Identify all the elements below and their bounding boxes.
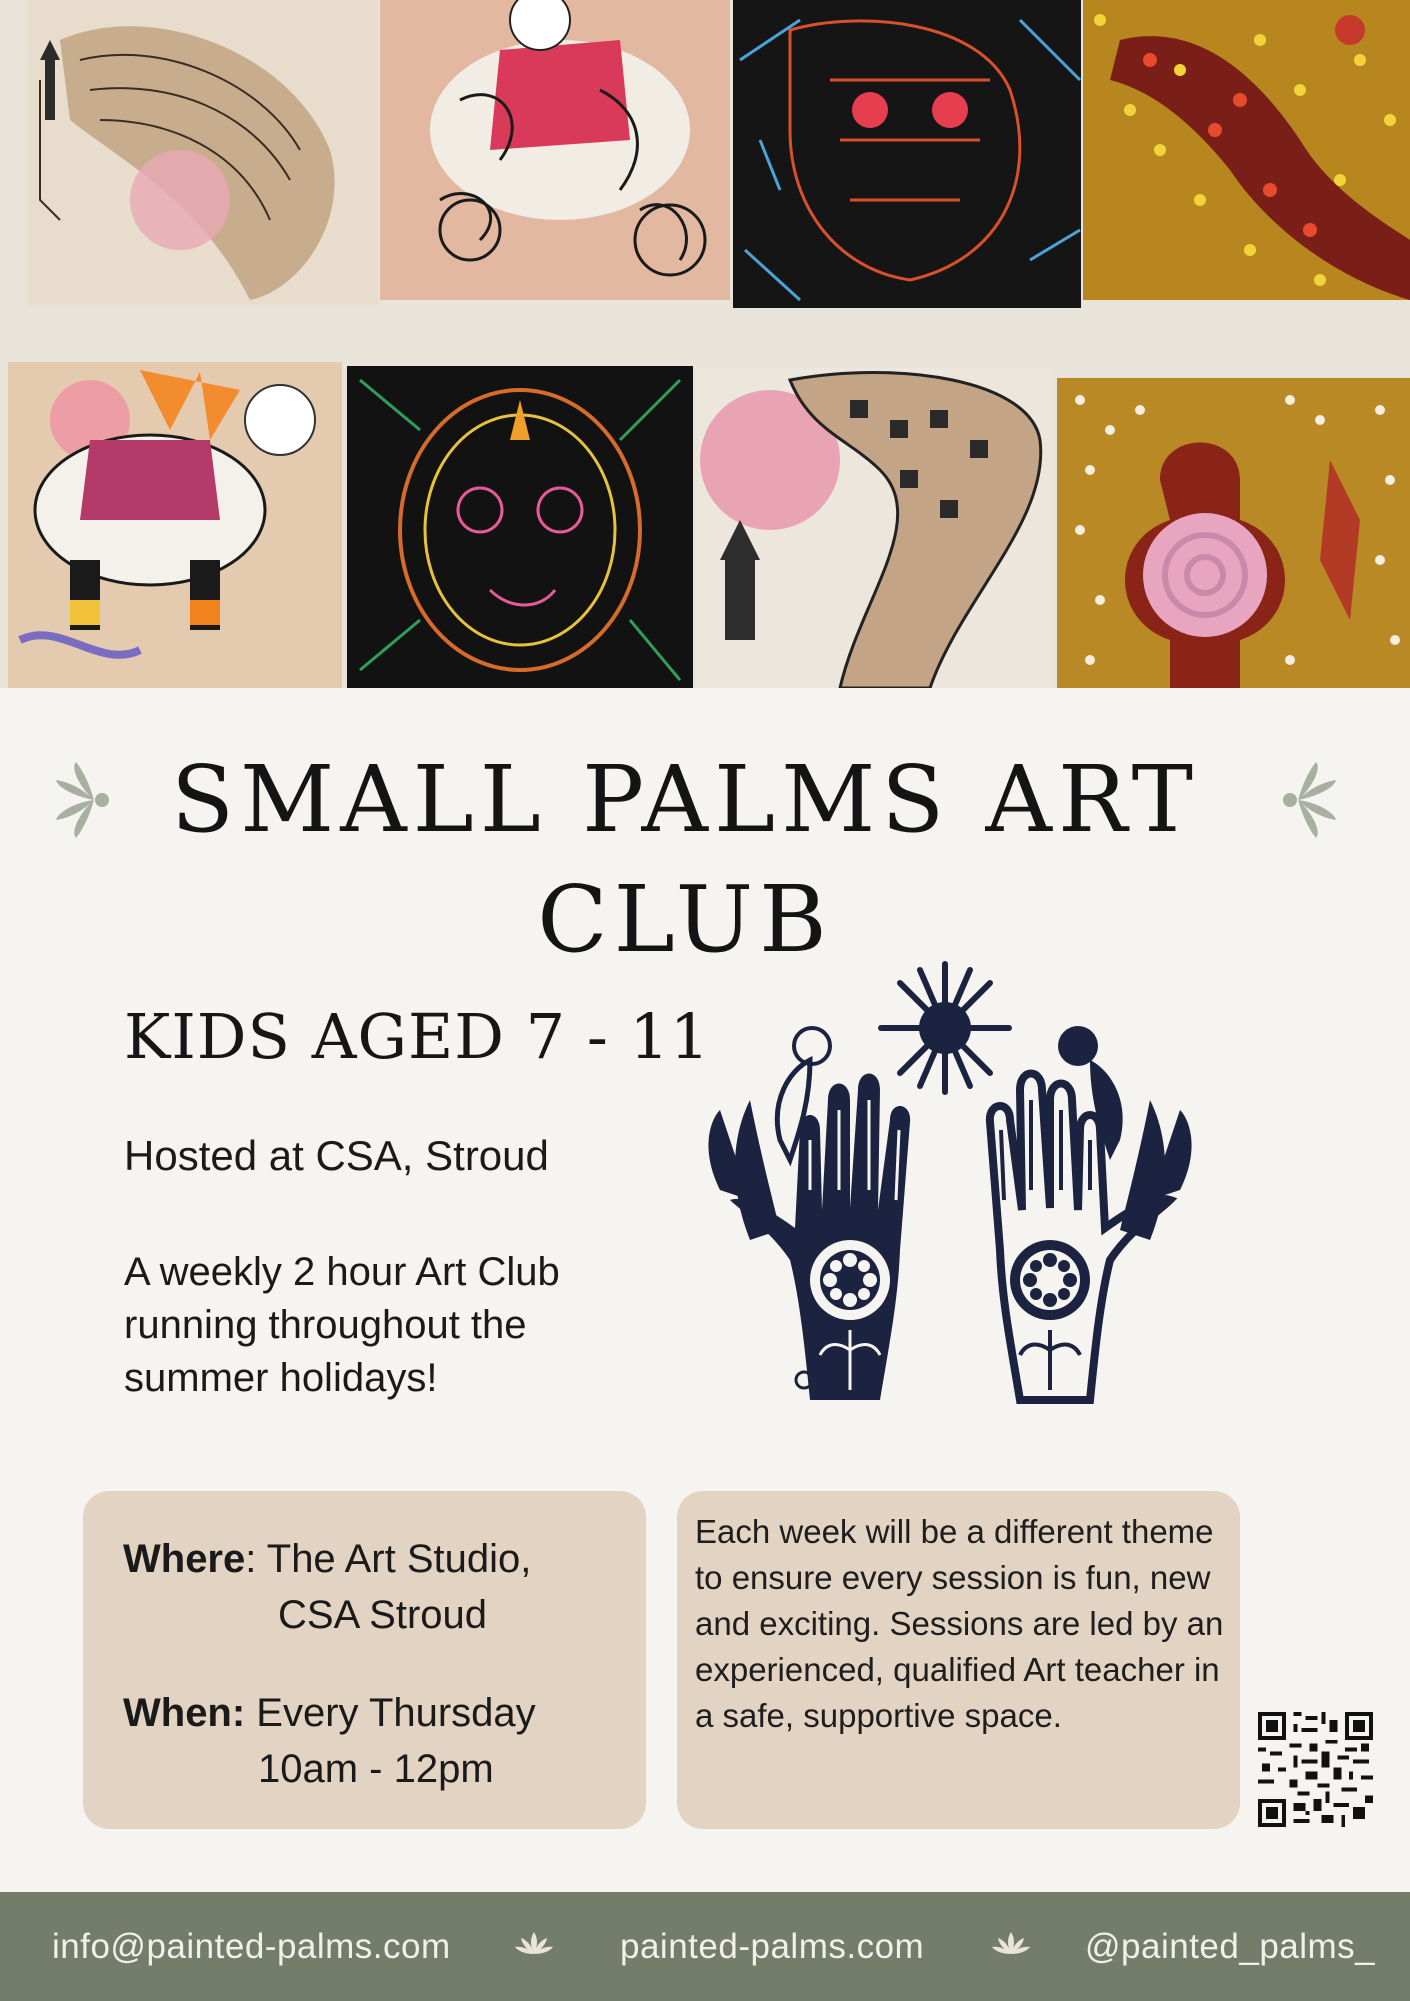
age-range-heading: KIDS AGED 7 - 11 — [124, 1000, 711, 1073]
artwork-scratch-face — [733, 0, 1081, 308]
where-label: Where — [123, 1537, 246, 1581]
footer-bar — [0, 1892, 1410, 2001]
when-line — [123, 1691, 536, 1736]
page-title: SMALL PALMS ART CLUB — [170, 746, 1199, 973]
footer-social-handle[interactable]: @painted_palms_ — [1085, 1927, 1376, 1966]
club-description: A weekly 2 hour Art Club running throughout the summer holidays! — [124, 1250, 560, 1400]
artwork-elephant-painting — [8, 362, 342, 688]
title-row — [0, 740, 1410, 973]
artwork-photo — [0, 0, 1410, 688]
artwork-dot-lizard-top — [1083, 0, 1410, 300]
artwork-fish-sketch — [28, 0, 378, 305]
when-label: When: — [123, 1691, 246, 1735]
sun-icon — [881, 964, 1009, 1092]
where-value-line2: CSA Stroud — [278, 1593, 488, 1637]
where-line — [123, 1537, 531, 1582]
where-value: : The Art Studio, — [245, 1537, 532, 1581]
lotus-divider-icon — [992, 1930, 1030, 1956]
footer-website-link[interactable]: painted-palms.com — [620, 1927, 925, 1966]
artwork-koi-print — [697, 368, 1052, 688]
footer-email-link[interactable]: info@painted-palms.com — [52, 1927, 451, 1966]
artwork-collage — [0, 0, 1410, 688]
artwork-dot-lizard-bottom — [1057, 378, 1410, 688]
about-card — [677, 1491, 1240, 1829]
hands-sun-illustration-icon — [700, 960, 1200, 1420]
artwork-scratch-turtle — [347, 366, 693, 688]
about-text: Each week will be a different theme to ensure every session is fun, new and exciting. Sessions are led by an experienced, qualified Art teacher in a safe, supportive space. — [695, 1513, 1224, 1734]
lotus-divider-icon — [515, 1930, 553, 1956]
qr-code-icon[interactable] — [1258, 1712, 1373, 1827]
details-card — [83, 1491, 646, 1829]
when-value: Every Thursday — [245, 1691, 536, 1735]
when-time: 10am - 12pm — [258, 1747, 494, 1791]
artwork-elephant-sketch — [380, 0, 730, 300]
floral-ornament-left-icon — [50, 758, 114, 842]
venue-line: Hosted at CSA, Stroud — [124, 1132, 549, 1179]
floral-ornament-right-icon — [1278, 758, 1342, 842]
